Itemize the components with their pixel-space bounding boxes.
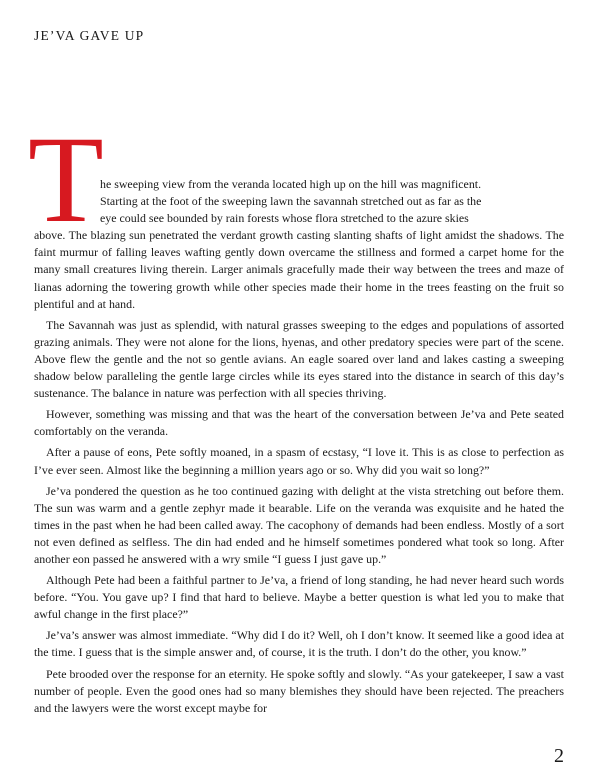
running-head: JE’VA GAVE UP bbox=[34, 28, 145, 43]
paragraph: Je’va pondered the question as he too continued gazing with delight at the vista stretching out before them. The sun was warm and a gentle zephyr made it bearable. Life on the veranda was exquisite and he hated the times in the past when he had been called away. The cacophony of demands had been endless. Mostly of a sort not even defined as selfless. The din had ended and he himself sometimes pondered what took so long. After another eon passed he answered with a wry smile “I guess I just gave up.” bbox=[34, 483, 564, 566]
first-paragraph-line-1: he sweeping view from the veranda located high up on the hill was magnificent. bbox=[100, 177, 482, 191]
paragraph: Je’va’s answer was almost immediate. “Why did I do it? Well, oh I don’t know. It seemed like a good idea at the time. I guess that is the simple answer and, of course, it is the truth. I don’t do the other, you know.” bbox=[34, 628, 564, 660]
paragraph: Pete brooded over the response for an eternity. He spoke softly and slowly. “As your gatekeeper, I saw a vast number of people. Even the good ones had so many blemishes they should have been rejected. The preachers and the lawyers were the worst except maybe for bbox=[34, 666, 564, 715]
paragraph: However, something was missing and that was the heart of the conversation between Je’va and Pete seated comfortably on the veranda. bbox=[34, 407, 564, 439]
paragraph: After a pause of eons, Pete softly moaned, in a spasm of ecstasy, “I love it. This is as close to perfection as I’ve ever seen. Almost like the beginning a million years ago or so. Why did you wait so long?” bbox=[34, 445, 564, 477]
paragraph: The Savannah was just as splendid, with natural grasses sweeping to the edges and populations of assorted grazing animals. They were not alone for the lions, hyenas, and other predatory species were part of the scene. Above flew the gentle and the not so gentle avians. An eagle soared over land and lakes casting a sweeping shadow below paralleling the gentle large circles while its eyes stared into the distance in search of this day’s sustenance. The balance in nature was perfection with all species thriving. bbox=[34, 317, 564, 401]
body-text bbox=[34, 176, 564, 721]
first-paragraph-line-3: eye could see bounded by rain forests whose flora stretched to the azure skies bbox=[100, 211, 469, 226]
page-number: 2 bbox=[554, 745, 564, 767]
first-paragraph-line-2: Starting at the foot of the sweeping lawn the savannah stretched out as far as the bbox=[100, 194, 482, 209]
paragraph: Although Pete had been a faithful partner to Je’va, a friend of long standing, he had never heard such words before. “You. You gave up? I find that hard to believe. Maybe a better question is what led you to make that awful change in the first place?” bbox=[34, 573, 564, 622]
first-paragraph-rest: above. The blazing sun penetrated the verdant growth casting slanting shafts of light amidst the shadows. The faint murmur of falling leaves wafting gently down overcame the stillness and formed a carpet home for the many small creatures living therein. Larger animals gracefully made their way between the trees and maze of lianas adorning the towering growth while other species made their home in the trees feasting on the fruit so plentiful and at hand. bbox=[34, 228, 564, 311]
first-paragraph bbox=[34, 176, 564, 313]
drop-cap: T bbox=[28, 111, 104, 248]
